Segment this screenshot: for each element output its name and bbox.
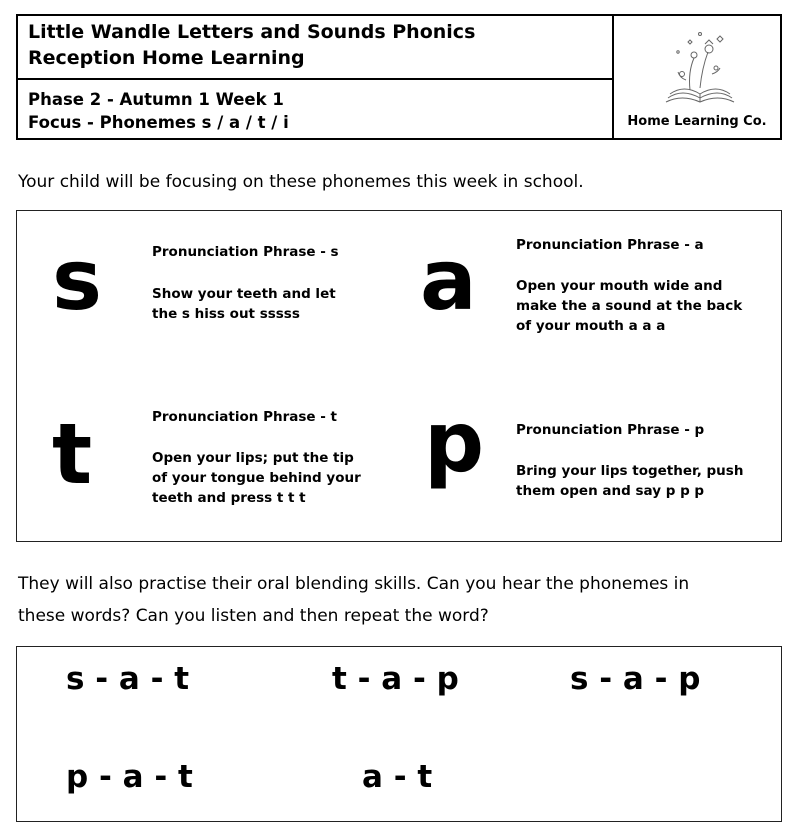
subtitle-line-2: Focus - Phonemes s / a / t / i bbox=[28, 113, 289, 132]
phrase-text-t: Open your lips; put the tip of your tongue behind your teeth and press t t t bbox=[152, 450, 361, 506]
phoneme-letter-a: a bbox=[420, 231, 477, 329]
title-line-1: Little Wandle Letters and Sounds Phonics bbox=[28, 21, 476, 43]
brand-name: Home Learning Co. bbox=[627, 114, 767, 129]
intro-text: Your child will be focusing on these phonemes this week in school. bbox=[18, 172, 584, 192]
phrase-text-s: Show your teeth and let the s hiss out sssss bbox=[152, 286, 336, 322]
phrase-text-a: Open your mouth wide and make the a sound at the back of your mouth a a a bbox=[516, 278, 743, 334]
phoneme-letter-p: p bbox=[424, 393, 485, 491]
blending-text-line-2: these words? Can you listen and then repeat the word? bbox=[18, 606, 489, 626]
phrase-text-p: Bring your lips together, push them open and say p p p bbox=[516, 463, 744, 499]
blend-word: a - t bbox=[362, 759, 433, 795]
subtitle-line-1: Phase 2 - Autumn 1 Week 1 bbox=[28, 90, 284, 109]
phrase-heading-t: Pronunciation Phrase - t bbox=[152, 409, 337, 425]
phoneme-letter-s: s bbox=[52, 231, 102, 329]
open-book-with-flowers-icon bbox=[660, 22, 740, 110]
blend-word: s - a - t bbox=[66, 661, 190, 697]
blend-word: s - a - p bbox=[570, 661, 701, 697]
phoneme-letter-t: t bbox=[52, 405, 93, 503]
blending-text-line-1: They will also practise their oral blending skills. Can you hear the phonemes in bbox=[18, 574, 690, 594]
title-line-2: Reception Home Learning bbox=[28, 47, 305, 69]
phrase-heading-s: Pronunciation Phrase - s bbox=[152, 244, 339, 260]
blend-word: t - a - p bbox=[332, 661, 459, 697]
blend-word: p - a - t bbox=[66, 759, 193, 795]
phrase-heading-p: Pronunciation Phrase - p bbox=[516, 422, 705, 438]
phrase-heading-a: Pronunciation Phrase - a bbox=[516, 237, 704, 253]
